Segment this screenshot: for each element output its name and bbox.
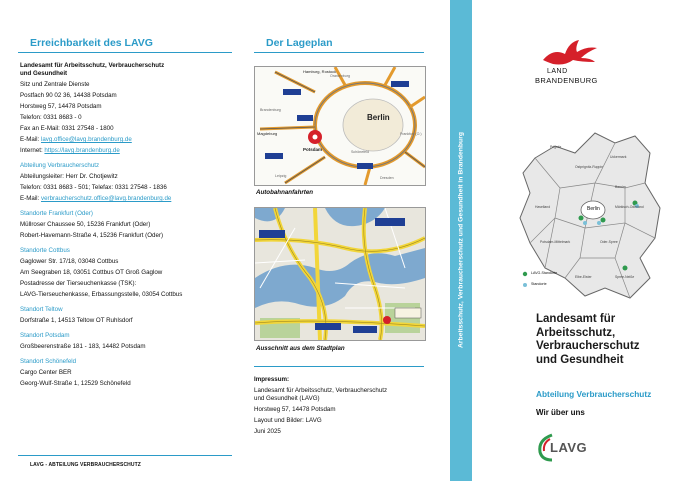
title-line-1: Landesamt für <box>536 313 616 325</box>
schoenefeld-address-2: Georg-Wulf-Straße 1, 12529 Schönefeld <box>20 380 131 387</box>
internet-line: Internet: https://lavg.brandenburg.de <box>20 147 120 154</box>
imprint-block <box>254 376 429 436</box>
ffo-address-2: Robert-Havemann-Straße 4, 15236 Frankfurt (Oder) <box>20 232 164 239</box>
svg-text:Ostprignitz-Ruppin: Ostprignitz-Ruppin <box>575 165 604 169</box>
map2-caption: Ausschnitt aus dem Stadtplan <box>256 345 345 352</box>
brandenburg-logo <box>535 38 605 88</box>
svg-text:Havelland: Havelland <box>535 205 551 209</box>
potsdam-address: Großbeerenstraße 181 - 183, 14482 Potsdam <box>20 343 146 350</box>
svg-text:Dresden: Dresden <box>380 176 394 180</box>
city-map-graphic <box>255 208 425 340</box>
svg-text:Frankfurt (O.): Frankfurt (O.) <box>400 132 422 136</box>
email-link[interactable]: lavg.office@lavg.brandenburg.de <box>40 136 132 143</box>
title-line-2: Arbeitsschutz, <box>536 326 616 339</box>
street: Horstweg 57, 14478 Potsdam <box>20 103 102 110</box>
cover-tagline: Wir über uns <box>536 408 585 417</box>
imprint-rule <box>254 366 424 367</box>
abt-email-line: E-Mail: verbraucherschutz.office@lavg.brandenburg.de <box>20 195 172 202</box>
imprint-line-3: Horstweg 57, 14478 Potsdam <box>254 406 336 413</box>
cover-subtitle: Abteilung Verbraucherschutz <box>536 389 652 399</box>
lavg-logo-text: LAVG <box>550 440 588 455</box>
fax: Fax an E-Mail: 0331 27548 - 1800 <box>20 125 114 132</box>
svg-text:Brandenburg: Brandenburg <box>260 108 281 112</box>
abt-phone: Telefon: 0331 8683 - 501; Telefax: 0331 27548 - 1836 <box>20 184 167 191</box>
postfach: Postfach 90 02 36, 14438 Potsdam <box>20 92 117 99</box>
svg-text:Spree-Neiße: Spree-Neiße <box>615 275 635 279</box>
svg-text:Leipzig: Leipzig <box>275 174 287 178</box>
motorway-map-graphic <box>255 67 425 185</box>
footer-rule <box>18 455 232 456</box>
svg-text:Barnim: Barnim <box>615 185 626 189</box>
org-name-1: Landesamt für Arbeitsschutz, Verbraucherschutz <box>20 62 165 69</box>
svg-text:Oder-Spree: Oder-Spree <box>600 240 618 244</box>
map1-label-hamburg: Hamburg, Rostock <box>303 69 337 74</box>
ffo-heading: Standorte Frankfurt (Oder) <box>20 210 93 217</box>
map-heading-rule <box>254 52 424 53</box>
legend-lavg: LAVG-Standorte <box>531 271 558 275</box>
footer-text: LAVG - ABTEILUNG VERBRAUCHERSCHUTZ <box>30 462 141 468</box>
contact-block <box>20 62 235 388</box>
teltow-address: Dorfstraße 1, 14513 Teltow OT Ruhlsdorf <box>20 317 133 324</box>
side-band <box>450 0 472 481</box>
internet-link[interactable]: https://lavg.brandenburg.de <box>44 147 120 154</box>
map1-label-potsdam: Potsdam <box>303 147 323 152</box>
svg-text:Prignitz: Prignitz <box>550 145 562 149</box>
title-line-3: Verbraucherschutz <box>536 340 640 352</box>
cottbus-address-1: Gaglower Str. 17/18, 03048 Cottbus <box>20 258 119 265</box>
map1-label-berlin: Berlin <box>367 113 390 122</box>
svg-text:Märkisch-Oderland: Märkisch-Oderland <box>615 205 644 209</box>
cottbus-address-2: Am Seegraben 18, 03051 Cottbus OT Groß Gaglow <box>20 269 163 276</box>
map-heading: Der Lageplan <box>266 37 333 49</box>
motorway-map[interactable] <box>254 66 426 186</box>
schoenefeld-address-1: Cargo Center BER <box>20 369 72 376</box>
logo-land: LAND <box>547 68 568 75</box>
cover-title <box>536 313 676 367</box>
abt-heading: Abteilung Verbraucherschutz <box>20 162 100 169</box>
legend-standorte: Standorte <box>531 282 547 286</box>
teltow-heading: Standort Teltow <box>20 306 63 313</box>
hq-label: Sitz und Zentrale Dienste <box>20 81 90 88</box>
abt-head: Abteilungsleiter: Herr Dr. Chotjewitz <box>20 173 118 180</box>
org-name-2: und Gesundheit <box>20 70 68 77</box>
imprint-line-5: Juni 2025 <box>254 428 281 435</box>
title-line-4: und Gesundheit <box>536 353 624 366</box>
logo-brandenburg: BRANDENBURG <box>535 76 598 85</box>
city-map[interactable] <box>254 207 426 341</box>
email-line: E-Mail: lavg.office@lavg.brandenburg.de <box>20 136 132 143</box>
lavg-logo <box>536 432 596 462</box>
imprint-line-2: und Gesundheit (LAVG) <box>254 395 320 402</box>
eagle-icon <box>535 38 605 68</box>
imprint-line-4: Layout und Bilder: LAVG <box>254 417 322 424</box>
phone: Telefon: 0331 8683 - 0 <box>20 114 82 121</box>
heading-rule <box>18 52 232 53</box>
brandenburg-map[interactable] <box>515 128 665 303</box>
svg-text:Potsdam-Mittelmark: Potsdam-Mittelmark <box>540 240 571 244</box>
map-label-berlin: Berlin <box>587 206 600 212</box>
schoenefeld-heading: Standort Schönefeld <box>20 358 77 365</box>
potsdam-heading: Standort Potsdam <box>20 332 70 339</box>
svg-text:Oranienburg: Oranienburg <box>330 74 350 78</box>
map1-label-magdeburg: Magdeburg <box>257 131 278 136</box>
abt-email-link[interactable]: verbraucherschutz.office@lavg.brandenburg.de <box>40 195 172 202</box>
contact-heading: Erreichbarkeit des LAVG <box>30 37 153 49</box>
imprint-line-1: Landesamt für Arbeitsschutz, Verbraucherschutz <box>254 387 388 394</box>
map1-caption: Autobahnanfahrten <box>256 189 314 196</box>
imprint-heading: Impressum: <box>254 376 290 383</box>
side-band-text: Arbeitsschutz, Verbraucherschutz und Gesundheit in Brandenburg <box>457 131 465 349</box>
cottbus-address-3: Postadresse der Tierseuchenkasse (TSK): <box>20 280 137 287</box>
svg-text:Uckermark: Uckermark <box>610 155 627 159</box>
ffo-address-1: Müllroser Chaussee 50, 15236 Frankfurt (Oder) <box>20 221 151 228</box>
cottbus-heading: Standorte Cottbus <box>20 247 70 254</box>
state-map-graphic <box>515 128 665 303</box>
svg-text:Elbe-Elster: Elbe-Elster <box>575 275 592 279</box>
svg-text:Schönefeld: Schönefeld <box>351 150 369 154</box>
cottbus-address-4: LAVG-Tierseuchenkasse, Erbassungsstelle, 03054 Cottbus <box>20 291 183 298</box>
